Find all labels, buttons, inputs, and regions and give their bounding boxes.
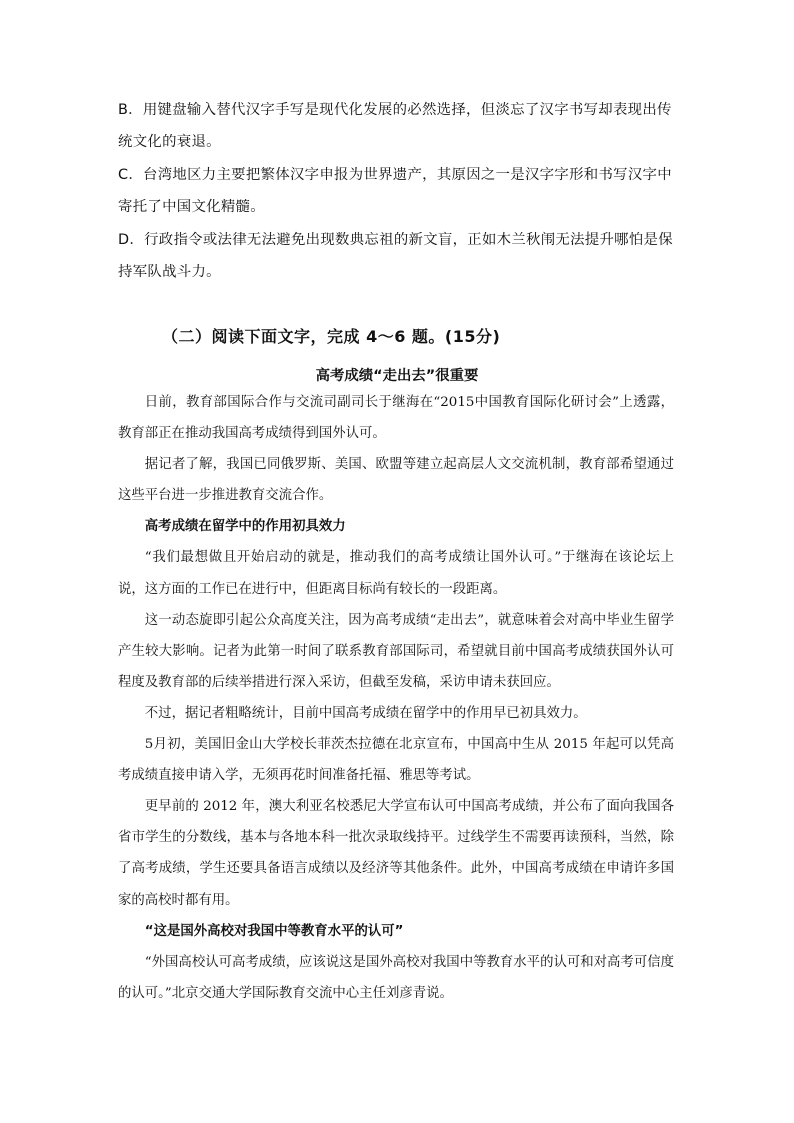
- paragraph: “外国高校认可高考成绩，应该说这是国外高校对我国中等教育水平的认可和对高考可信度的认可。”北京交通大学国际教育交流中心主任刘彦青说。: [118, 954, 674, 1001]
- paragraph: 更早前的 2012 年，澳大利亚名校悉尼大学宣布认可中国高考成绩，并公布了面向我国各省市学生的分数线，基本与各地本科一批次录取线持平。过线学生不需要再读预科，当然，除了高考成绩，学生还要具备语言成绩以及经济等其他条件。此外，中国高考成绩在申请许多国家的高校时都有用。: [118, 799, 674, 908]
- subheading: “这是国外高校对我国中等教育水平的认可”: [144, 923, 404, 939]
- paragraph: 据记者了解，我国已同俄罗斯、美国、欧盟等建立起高层人文交流机制，教育部希望通过这些平台进一步推进教育交流合作。: [118, 457, 674, 504]
- paragraph: 5月初，美国旧金山大学校长菲茨杰拉德在北京宣布，中国高中生从 2015 年起可以凭高考成绩直接申请入学，无须再花时间准备托福、雅思等考试。: [118, 737, 674, 784]
- paragraph: 日前，教育部国际合作与交流司副司长于继海在“2015中国教育国际化研讨会”上透露，教育部正在推动我国高考成绩得到国外认可。: [118, 395, 674, 442]
- article-title: 高考成绩“走出去”很重要: [315, 368, 479, 384]
- option-d: D．行政指令或法律无法避免出现数典忘祖的新文盲，正如木兰秋闱无法提升哪怕是保持军队战斗力。: [118, 231, 673, 281]
- paragraph: 这一动态旋即引起公众高度关注，因为高考成绩“走出去”，就意味着会对高中毕业生留学产生较大影响。记者为此第一时间了联系教育部国际司，希望就目前中国高考成绩获国外认可程度及教育部的后续举措进行深入采访，但截至发稿，采访申请未获回应。: [118, 612, 674, 690]
- answer-options: [118, 94, 680, 288]
- section-title: （二）阅读下面文字，完成 4～6 题。(15分): [162, 327, 501, 346]
- option-c: C．台湾地区力主要把繁体汉字申报为世界遗产，其原因之一是汉字字形和书写汉字中寄托了中国文化精髓。: [118, 166, 672, 216]
- article-body: [118, 387, 674, 1009]
- paragraph: “我们最想做且开始启动的就是，推动我们的高考成绩让国外认可。”于继海在该论坛上说，这方面的工作已在进行中，但距离目标尚有较长的一段距离。: [118, 550, 674, 597]
- option-b: B．用键盘输入替代汉字手写是现代化发展的必然选择，但淡忘了汉字书写却表现出传统文化的衰退。: [118, 102, 672, 151]
- subheading: 高考成绩在留学中的作用初具效力: [144, 519, 346, 535]
- paragraph: 不过，据记者粗略统计，目前中国高考成绩在留学中的作用早已初具效力。: [144, 705, 587, 721]
